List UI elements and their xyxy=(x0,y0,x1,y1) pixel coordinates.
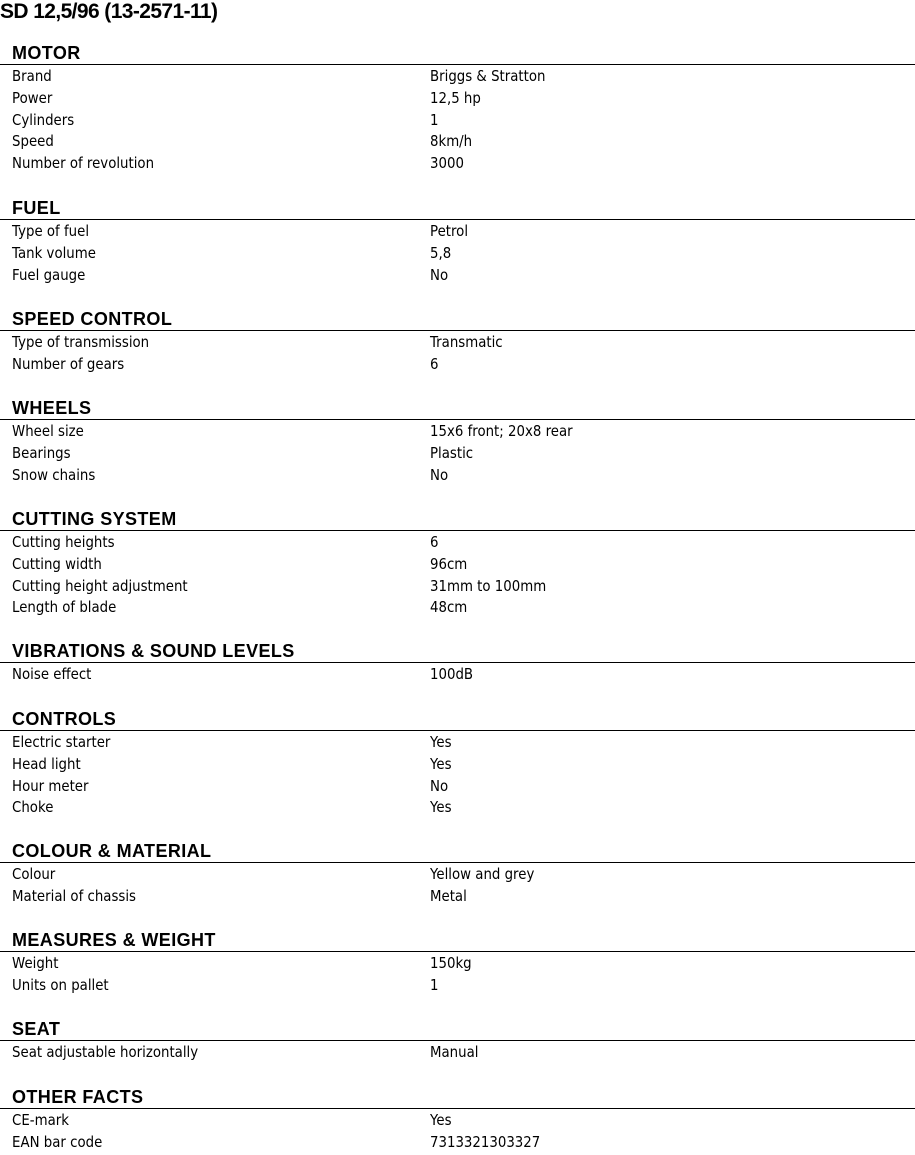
spec-label: Type of transmission xyxy=(12,333,150,351)
spec-value: Yes xyxy=(430,754,452,773)
spec-row xyxy=(0,332,787,354)
spec-row xyxy=(0,443,787,465)
spec-label: Units on pallet xyxy=(12,975,109,994)
spec-label: CE-mark xyxy=(12,1111,69,1129)
spec-value: Metal xyxy=(430,886,467,905)
spec-label: Choke xyxy=(12,798,54,817)
spec-label: Fuel gauge xyxy=(12,265,86,284)
spec-row xyxy=(0,886,787,908)
spec-value: Petrol xyxy=(430,222,469,240)
spec-value: 7313321303327 xyxy=(430,1132,541,1151)
spec-label: Number of gears xyxy=(12,354,125,373)
spec-row xyxy=(0,864,787,886)
spec-label: Colour xyxy=(12,865,56,883)
spec-value: Plastic xyxy=(430,443,474,462)
spec-row xyxy=(0,153,787,175)
spec-value: Yellow and grey xyxy=(430,865,535,883)
spec-label: Tank volume xyxy=(12,243,96,262)
spec-value: 15x6 front; 20x8 rear xyxy=(430,422,573,440)
spec-row xyxy=(0,953,787,975)
section-seat xyxy=(0,1018,915,1064)
spec-label: Cutting height adjustment xyxy=(12,576,188,595)
spec-label: Seat adjustable horizontally xyxy=(12,1043,199,1061)
spec-label: Noise effect xyxy=(12,665,92,683)
spec-value: Yes xyxy=(430,1111,452,1129)
spec-row xyxy=(0,664,787,686)
spec-row xyxy=(0,975,787,997)
spec-row xyxy=(0,532,787,554)
spec-row xyxy=(0,597,787,619)
section-heading: COLOUR & MATERIAL xyxy=(0,840,915,863)
spec-row xyxy=(0,243,787,265)
section-heading: SEAT xyxy=(0,1018,915,1041)
section-cutting-system xyxy=(0,508,915,619)
spec-value: No xyxy=(430,265,449,284)
spec-label: Material of chassis xyxy=(12,886,137,905)
section-colour-material xyxy=(0,840,915,908)
spec-label: Cylinders xyxy=(12,110,75,129)
spec-value: Manual xyxy=(430,1043,479,1061)
section-wheels xyxy=(0,397,915,486)
spec-label: EAN bar code xyxy=(12,1132,103,1151)
spec-row xyxy=(0,421,787,443)
spec-label: Cutting width xyxy=(12,554,102,573)
spec-row xyxy=(0,732,787,754)
section-heading: MOTOR xyxy=(0,42,915,65)
spec-value: 6 xyxy=(430,533,439,551)
spec-row xyxy=(0,66,787,88)
spec-row xyxy=(0,131,787,153)
spec-row xyxy=(0,797,787,819)
spec-row xyxy=(0,554,787,576)
spec-value: 1 xyxy=(430,975,439,994)
spec-value: 1 xyxy=(430,110,439,129)
spec-value: 5,8 xyxy=(430,243,452,262)
spec-row xyxy=(0,88,787,110)
section-heading: CONTROLS xyxy=(0,708,915,731)
spec-row xyxy=(0,354,787,376)
spec-label: Snow chains xyxy=(12,465,96,484)
spec-label: Hour meter xyxy=(12,776,89,795)
spec-row xyxy=(0,576,787,598)
spec-row xyxy=(0,265,787,287)
spec-value: 48cm xyxy=(430,598,468,617)
spec-value: 3000 xyxy=(430,154,464,173)
spec-label: Weight xyxy=(12,954,59,972)
section-heading: MEASURES & WEIGHT xyxy=(0,929,915,952)
section-controls xyxy=(0,708,915,819)
spec-value: 100dB xyxy=(430,665,474,683)
spec-row xyxy=(0,776,787,798)
section-heading: SPEED CONTROL xyxy=(0,308,915,331)
spec-label: Type of fuel xyxy=(12,222,90,240)
spec-value: Yes xyxy=(430,798,452,817)
spec-value: No xyxy=(430,776,449,795)
page-title: SD 12,5/96 (13-2571-11) xyxy=(0,0,218,23)
spec-value: Briggs & Stratton xyxy=(430,67,546,85)
section-other-facts xyxy=(0,1086,915,1154)
section-fuel xyxy=(0,197,915,286)
section-speed-control xyxy=(0,308,915,376)
spec-label: Power xyxy=(12,88,53,107)
spec-value: 12,5 hp xyxy=(430,88,481,107)
spec-label: Length of blade xyxy=(12,598,117,617)
section-measures-weight xyxy=(0,929,915,997)
spec-row xyxy=(0,221,787,243)
spec-value: 96cm xyxy=(430,554,468,573)
spec-row xyxy=(0,1110,787,1132)
spec-row xyxy=(0,754,787,776)
spec-value: 150kg xyxy=(430,954,472,972)
spec-label: Head light xyxy=(12,754,81,773)
section-heading: WHEELS xyxy=(0,397,915,420)
spec-row xyxy=(0,465,787,487)
spec-label: Bearings xyxy=(12,443,71,462)
section-heading: FUEL xyxy=(0,197,915,220)
spec-label: Cutting heights xyxy=(12,533,115,551)
spec-value: 31mm to 100mm xyxy=(430,576,547,595)
section-heading: CUTTING SYSTEM xyxy=(0,508,915,531)
spec-label: Wheel size xyxy=(12,422,84,440)
spec-label: Number of revolution xyxy=(12,154,155,173)
spec-row xyxy=(0,110,787,132)
section-heading: VIBRATIONS & SOUND LEVELS xyxy=(0,640,915,663)
spec-label: Speed xyxy=(12,132,54,151)
spec-value: No xyxy=(430,465,449,484)
spec-value: 8km/h xyxy=(430,132,473,151)
spec-row xyxy=(0,1042,787,1064)
spec-label: Electric starter xyxy=(12,733,111,751)
section-vibrations-sound xyxy=(0,640,915,686)
section-motor xyxy=(0,42,915,175)
spec-label: Brand xyxy=(12,67,52,85)
spec-value: 6 xyxy=(430,354,439,373)
spec-value: Yes xyxy=(430,733,452,751)
spec-row xyxy=(0,1132,787,1154)
section-heading: OTHER FACTS xyxy=(0,1086,915,1109)
spec-value: Transmatic xyxy=(430,333,503,351)
